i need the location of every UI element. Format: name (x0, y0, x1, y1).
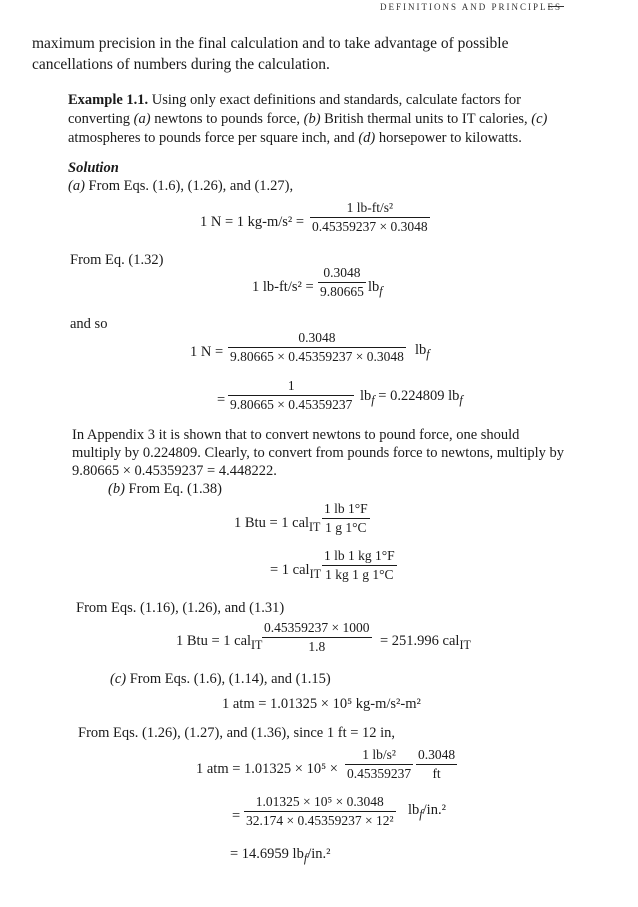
eq9-fraction-2: $\frac{0.3048}{ft}$ (418, 747, 456, 781)
intro-line-1: maximum precision in the final calculation and to take advantage of possible (32, 35, 509, 52)
eq10-fraction: $\frac{\text{1.01325 × 10⁵ × 0.3048}}{\text{32.174 × 0.45359237 × 12²}}$ (246, 794, 394, 828)
running-head: DEFINITIONS AND PRINCIPLES (380, 2, 563, 12)
eq5-fraction: $\frac{1 lb 1^\circ F}{1 g 1^\circ C}$ (324, 501, 368, 535)
eq1-fraction: $\frac{\text{1 lb-ft/s²}}{0.45359237 \times 0.3048}$ (312, 200, 428, 234)
eq3-lhs: 1 N = (190, 344, 224, 360)
eq10-unit: $lb_f/in.^2$ (408, 802, 446, 821)
para1-line-1: In Appendix 3 it is shown that to convert newtons to pound force, one should (72, 427, 520, 443)
eq8: 1 atm = 1.01325 × 10⁵ kg-m/s²-m² (222, 696, 421, 712)
eq9-lhs: 1 atm = 1.01325 × 10⁵ × (196, 761, 338, 777)
eq10-equals: = (232, 808, 241, 824)
eq6-fraction: $\frac{1 lb 1 kg 1^\circ F}{1 kg 1 g 1^\circ C}$ (324, 548, 395, 582)
eq5-lhs: 1 Btu = 1 cal$_{IT}$ (234, 515, 321, 534)
eq4-fraction: $\frac{1}{9.80665 \times 0.45359237}$ (230, 378, 353, 412)
eq9-fraction-1: $\frac{\text{1 lb/s²}}{0.45359237}$ (347, 747, 412, 781)
para1-line-3: 9.80665 × 0.45359237 = 4.448222. (72, 463, 277, 479)
example-line-1: Example 1.1. Using only exact definitions and standards, calculate factors for (68, 92, 522, 108)
eq7-fraction: $\frac{0.45359237 \times 1000}{1.8}$ (264, 620, 370, 654)
from-eq-116: From Eqs. (1.16), (1.26), and (1.31) (76, 600, 285, 616)
eq2-unit: $lb_f$ (368, 279, 383, 298)
eq4-equals: = (217, 392, 226, 408)
from-eq-132: From Eq. (1.32) (70, 252, 164, 268)
eq4-rhs: $lb_f = 0.224809$ $lb_f$ (360, 388, 463, 407)
and-so: and so (70, 316, 108, 332)
intro-line-2: cancellations of numbers during the calculation. (32, 56, 330, 73)
part-c-intro: (c) From Eqs. (1.6), (1.14), and (1.15) (110, 671, 331, 687)
header-rule (548, 6, 564, 7)
eq11: = 14.6959 $lb_f/in.^2$ (230, 846, 331, 865)
eq3-fraction: $\frac{0.3048}{9.80665 \times 0.45359237 \times 0.3048}$ (230, 330, 404, 364)
eq1-lhs: 1 N = 1 kg-m/s² = (200, 214, 305, 230)
example-line-2: converting (a) newtons to pounds force, (b) British thermal units to IT calories, (c) (68, 111, 548, 127)
eq6-lhs: = 1 cal$_{IT}$ (270, 562, 321, 581)
eq7-rhs: = 251.996 cal$_{IT}$ (380, 633, 471, 652)
eq2-fraction: $\frac{0.3048}{9.80665}$ (320, 265, 364, 299)
solution-heading: Solution (68, 160, 119, 176)
example-label: Example 1.1. (68, 92, 149, 108)
part-a-intro: (a) From Eqs. (1.6), (1.26), and (1.27), (68, 178, 294, 194)
eq3-unit: $lb_f$ (415, 342, 430, 361)
part-b-intro: (b) From Eq. (1.38) (108, 481, 222, 497)
example-line-3: atmospheres to pounds force per square inch, and (d) horsepower to kilowatts. (68, 130, 522, 146)
eq2-lhs: 1 lb-ft/s² = (252, 279, 314, 295)
from-eq-126: From Eqs. (1.26), (1.27), and (1.36), since 1 ft = 12 in, (78, 725, 396, 741)
para1-line-2: multiply by 0.224809. Clearly, to convert from pounds force to newtons, multiply by (72, 445, 564, 461)
eq7-lhs: 1 Btu = 1 cal$_{IT}$ (176, 633, 263, 652)
